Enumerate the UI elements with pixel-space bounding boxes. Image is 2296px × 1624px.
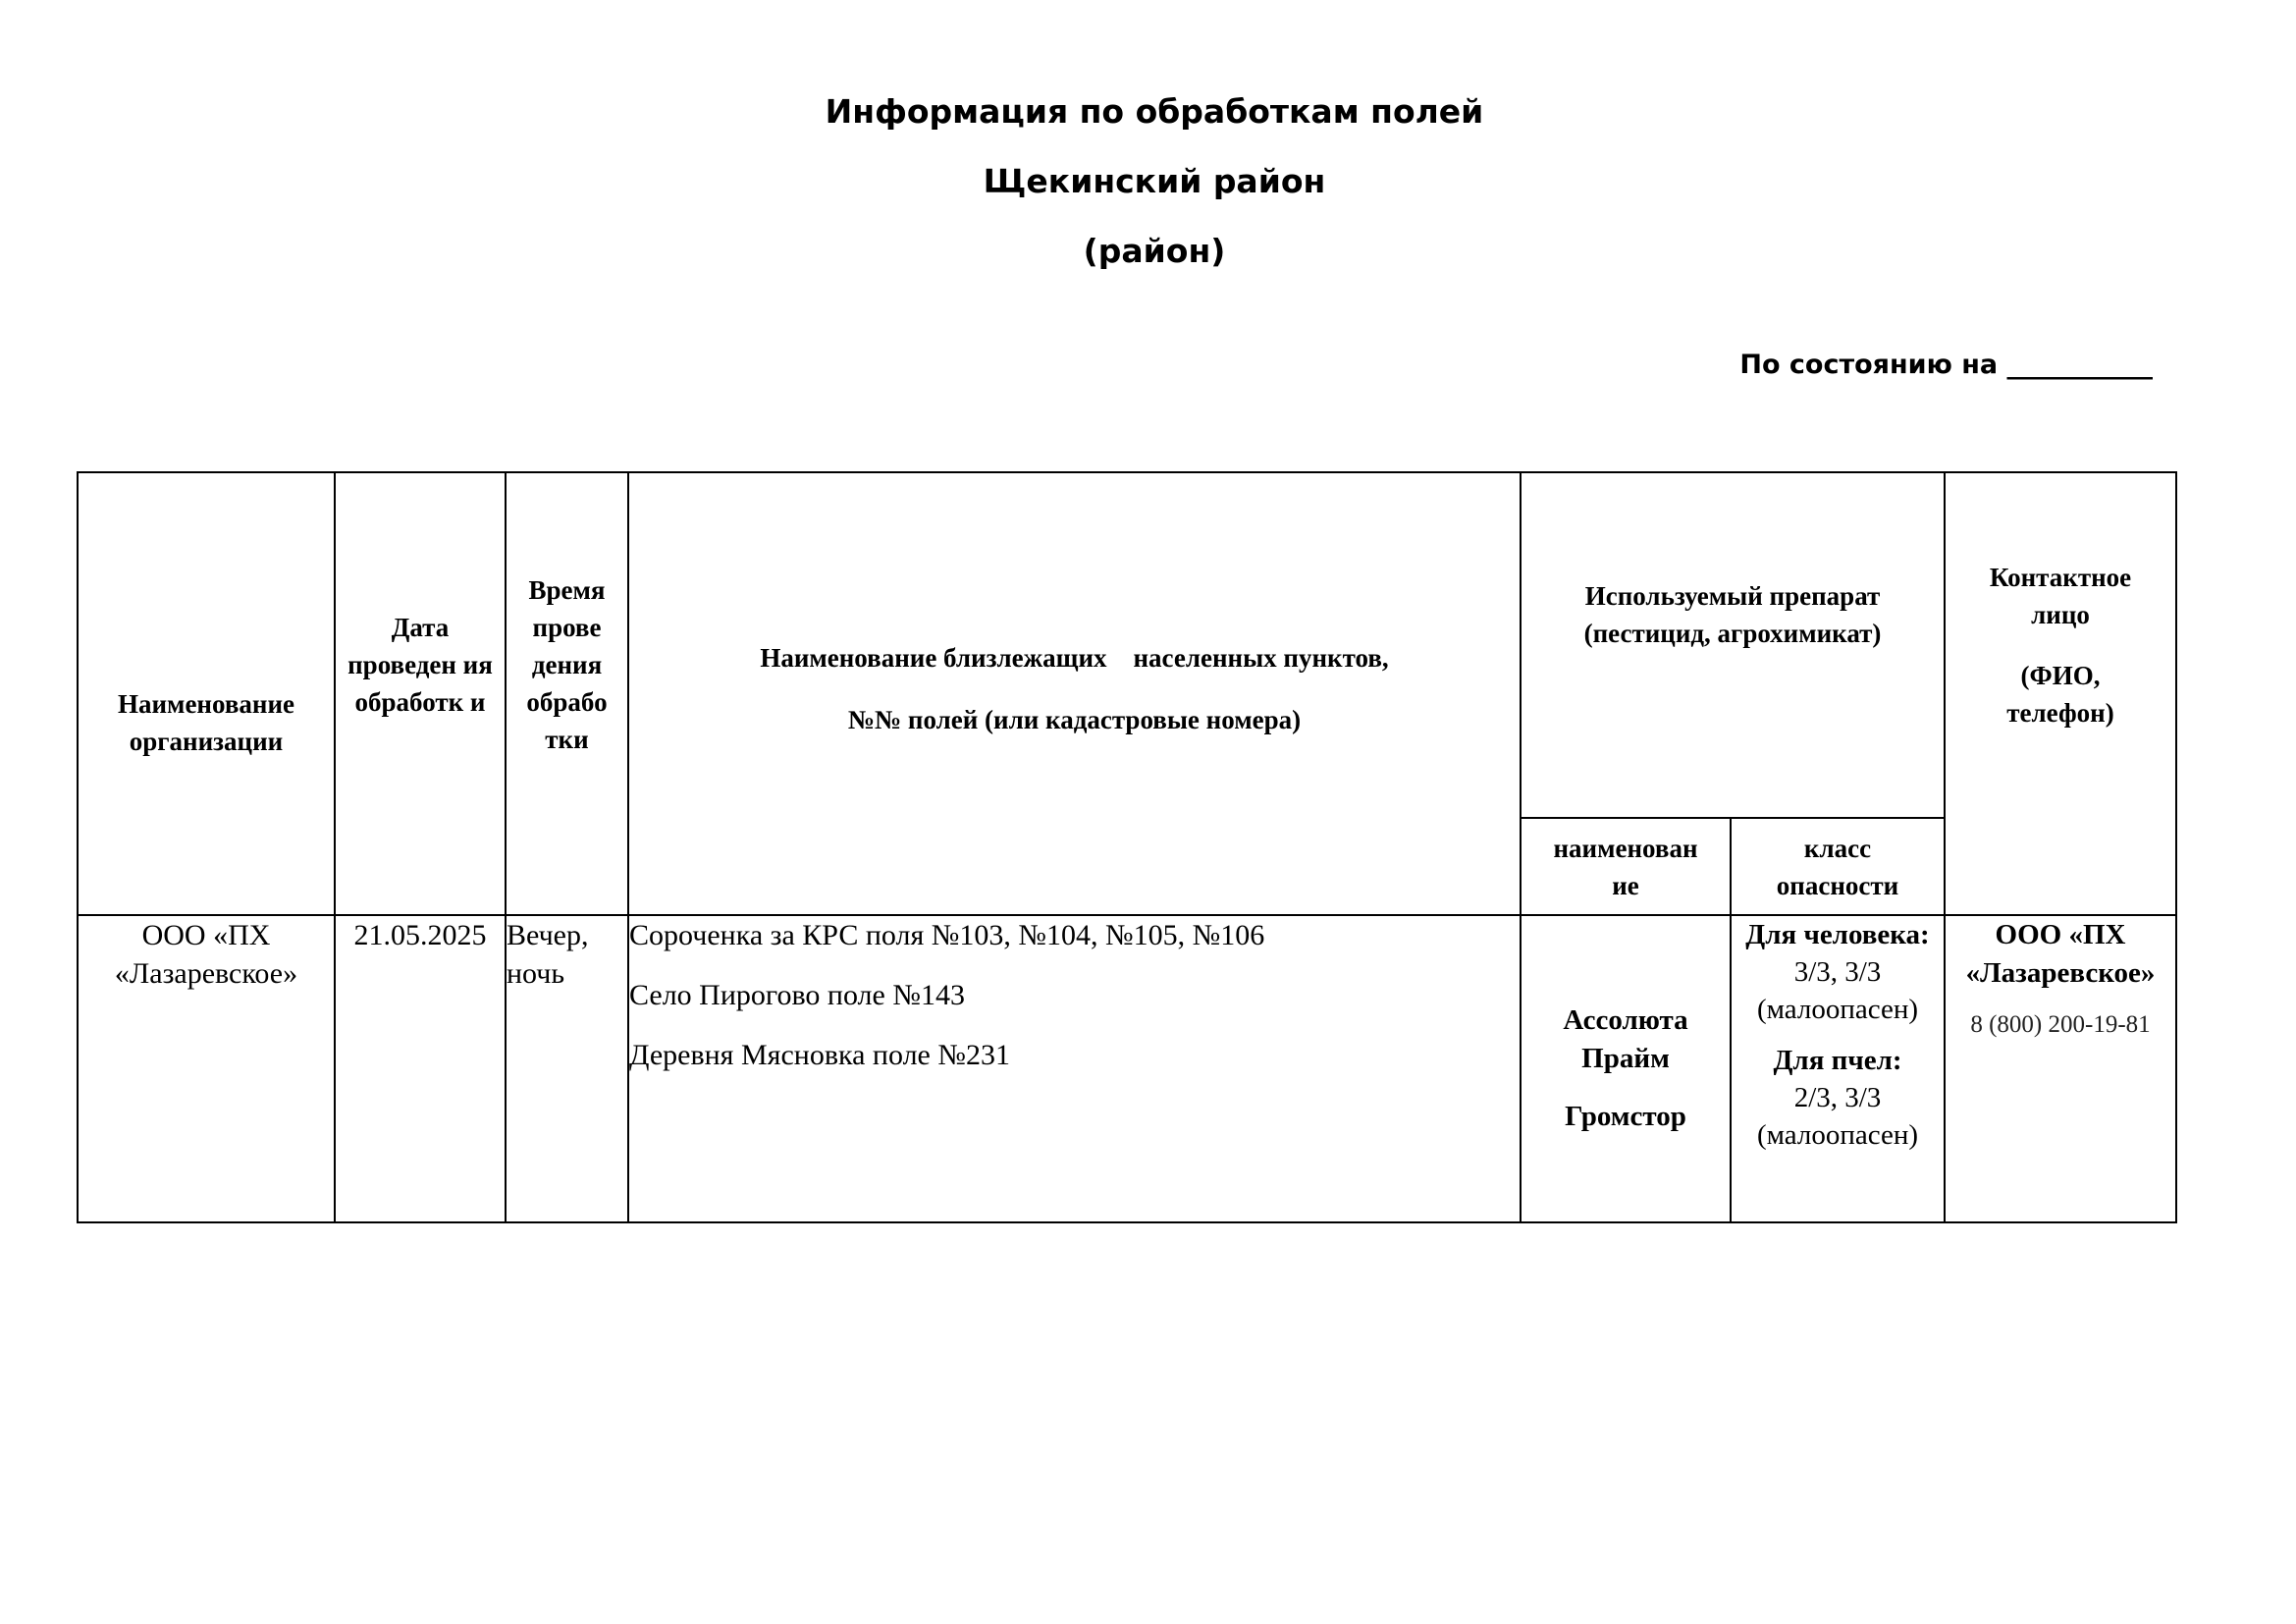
locations-header-line2: №№ полей (или кадастровые номера) [847,705,1302,734]
header-row [78,472,2176,818]
cell-locations [628,915,1521,1222]
hazard-human-value: 3/3, 3/3 (малоопасен) [1756,956,1919,1025]
status-date-line: По состоянию на ___________ [1739,350,2153,380]
column-header-locations [628,472,1521,915]
column-header-organization: Наименование организации [78,472,335,915]
column-header-contact [1945,472,2176,915]
column-header-date: Дата проведен ия обработк и [335,472,506,915]
locations-header-line1: Наименование близлежащих населенных пунктов, [760,643,1389,673]
document-header [0,77,2296,286]
district-note: (район) [1083,232,1226,270]
cell-preparation-names [1521,915,1731,1222]
column-header-time: Время прове дения обрабо тки [506,472,628,915]
hazard-bees-label: Для пчел: [1773,1045,1902,1076]
document-title: Информация по обработкам полей [825,92,1484,131]
hazard-bees-value: 2/3, 3/3 (малоопасен) [1756,1082,1919,1151]
table-row [78,915,2176,1222]
location-item: Сороченка за КРС поля №103, №104, №105, №106 [629,919,1265,951]
hazard-bees [1732,1042,1944,1154]
contact-header-line1: Контактное лицо [1989,562,2132,629]
hazard-human-label: Для человека: [1745,919,1930,950]
location-item: Деревня Мясновка поле №231 [629,1039,1010,1071]
column-header-preparation: Используемый препарат (пестицид, агрохимикат) [1521,472,1945,818]
contact-header-line2: (ФИО, телефон) [2006,660,2114,728]
contact-phone: 8 (800) 200-19-81 [1970,1011,2151,1038]
preparation-item: Ассолюта Прайм [1563,1004,1688,1074]
cell-contact [1945,915,2176,1222]
column-header-hazard-class: класс опасности [1731,818,1945,915]
column-header-preparation-name: наименован ие [1521,818,1731,915]
cell-date: 21.05.2025 [335,915,506,1222]
district-name: Щекинский район [983,162,1326,200]
preparation-item: Громстор [1565,1101,1686,1132]
treatment-table [77,471,2177,1223]
contact-name: ООО «ПХ «Лазаревское» [1965,919,2156,989]
hazard-human [1732,916,1944,1028]
cell-time: Вечер, ночь [506,915,628,1222]
cell-hazard-class [1731,915,1945,1222]
cell-organization: ООО «ПХ «Лазаревское» [78,915,335,1222]
location-item: Село Пирогово поле №143 [629,979,965,1011]
